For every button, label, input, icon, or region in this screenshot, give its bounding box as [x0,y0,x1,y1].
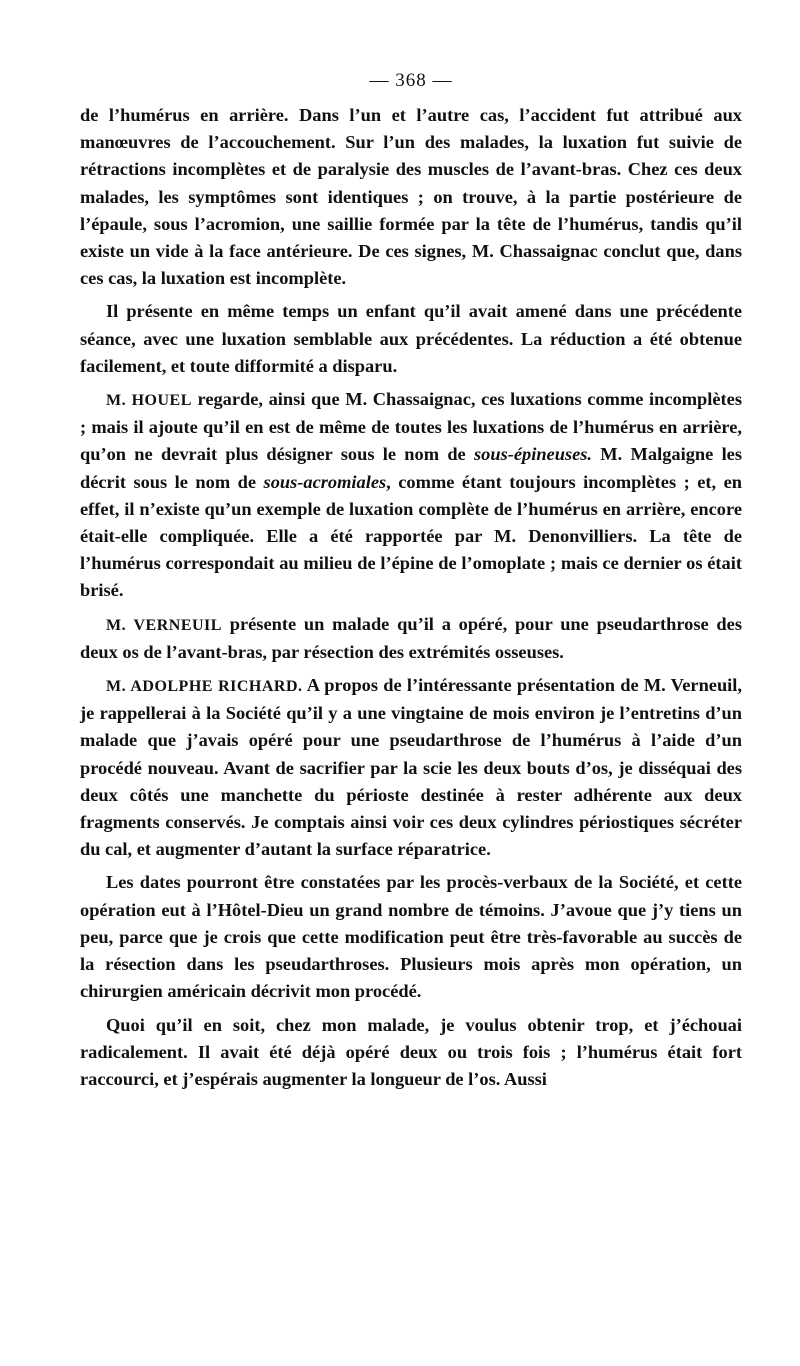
paragraph-text: M. Malgaigne les décrit sous le nom de [80,444,742,492]
paragraph-6 [80,869,742,1005]
paragraph-text: A propos de l’intéressante présentation de M. Verneuil, je rappellerai à la Société qu’il y a une vingtaine de mois environ je l’entretins d’un malade que j’avais opéré pour une pseudarthrose de l’humérus à l’aide d’un procédé nouveau. Avant de sacrifier par la scie les deux bouts d’os, je disséquai des deux côtés une manchette du périoste destinée à rester adhérente aux deux fragments conservés. Je comptais ainsi voir ces deux cylindres périostiques sécréter du cal, et augmenter d’autant la surface réparatrice. [80,675,743,860]
paragraph-text: Les dates pourront être constatées par les procès-verbaux de la Société, et cette opération eut à l’Hôtel-Dieu un grand nombre de témoins. J’avoue que j’y tiens un peu, parce que je crois que cette modification peut être très-favorable au succès de la résection dans les pseudarthroses. Plusieurs mois après mon opération, un chirurgien américain décrivit mon procédé. [80,872,742,1002]
body-text [80,102,742,1093]
speaker-name: M. ADOLPHE RICHARD. [106,678,303,696]
paragraph-verneuil [80,611,742,666]
paragraph-text: Quoi qu’il en soit, chez mon malade, je voulus obtenir trop, et j’échouai radicalement. Il avait été déjà opéré deux ou trois fois ; l’humérus était fort raccourci, et j’espérais augmenter la longueur de l’os. Aussi [80,1014,742,1089]
italic-term: sous-acromiales [263,471,387,492]
paragraph-1 [80,102,742,292]
speaker-name: M. HOUEL [106,392,192,410]
paragraph-text: présente un malade qu’il a opéré, pour une pseudarthrose des deux os de l’avant-bras, par résection des extrémités osseuses. [80,613,742,662]
paragraph-7 [80,1012,742,1094]
page-number: — 368 — [369,70,453,91]
paragraph-text: , comme étant toujours incomplètes ; et, en effet, il n’existe qu’un exemple de luxation complète de l’humérus en arrière, encore était-elle compliquée. Elle a été rapportée par M. Denonvilliers. La tête de l’humérus correspondait au milieu de l’épine de l’omoplate ; mais ce dernier os était brisé. [80,471,742,601]
paragraph-text: Il présente en même temps un enfant qu’il avait amené dans une précédente séance, avec une luxation semblable aux précédentes. La réduction a été obtenue facilement, et toute difformité a disparu. [80,301,742,376]
paragraph-text: de l’humérus en arrière. Dans l’un et l’autre cas, l’accident fut attribué aux manœuvres de l’accouchement. Sur l’un des malades, la luxation fut suivie de rétractions incomplètes et de paralysie des muscles de l’avant-bras. Chez ces deux malades, les symptômes sont identiques ; on trouve, à la partie postérieure de l’épaule, sous l’acromion, une saillie formée par la tête de l’humérus, tandis qu’il existe un vide à la face antérieure. De ces signes, M. Chassaignac conclut que, dans ces cas, la luxation est incomplète. [80,105,742,289]
paragraph-richard [80,672,742,863]
paragraph-text: regarde, ainsi que M. Chassaignac, ces luxations comme incomplètes ; mais il ajoute qu’il en est de même de toutes les luxations de l’humérus en arrière, qu’on ne devrait plus désigner sous le nom de [80,389,742,465]
speaker-name: M. VERNEUIL [106,616,222,634]
paragraph-houel [80,386,742,605]
paragraph-2 [80,298,742,380]
italic-term: sous-épineuses. [474,444,593,465]
